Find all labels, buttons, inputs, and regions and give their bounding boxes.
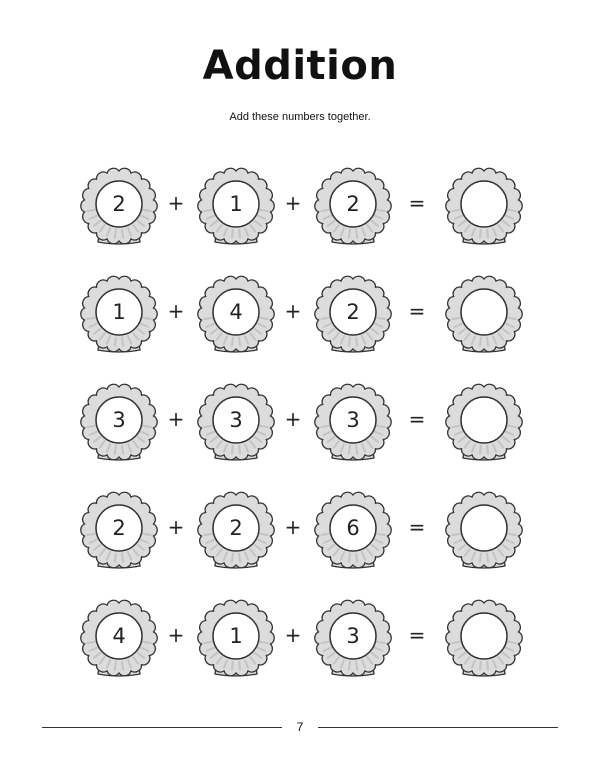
addend-shell-2 — [195, 274, 277, 356]
addend-shell-2 — [195, 598, 277, 680]
addend-shell-2 — [195, 382, 277, 464]
problem-row — [0, 166, 600, 248]
page-number: 7 — [296, 720, 304, 734]
addend-shell-3 — [312, 382, 394, 464]
addend-shell-3-value: 6 — [346, 516, 360, 540]
page-title: Addition — [202, 43, 398, 89]
addend-shell-2 — [195, 166, 277, 248]
equals-sign: = — [408, 623, 426, 647]
footer-divider-right — [318, 727, 558, 728]
addend-shell-3 — [312, 274, 394, 356]
answer-shell[interactable] — [443, 382, 525, 464]
plus-sign: + — [167, 515, 185, 539]
addend-shell-1-value: 2 — [112, 192, 126, 216]
plus-sign: + — [284, 299, 302, 323]
addend-shell-1-value: 1 — [112, 300, 126, 324]
addend-shell-1-value: 2 — [112, 516, 126, 540]
equals-sign: = — [408, 191, 426, 215]
equals-sign: = — [408, 407, 426, 431]
problem-row — [0, 382, 600, 464]
problem-row — [0, 598, 600, 680]
addend-shell-3-value: 2 — [346, 192, 360, 216]
answer-shell-value — [443, 290, 525, 334]
problem-row — [0, 274, 600, 356]
plus-sign: + — [167, 407, 185, 431]
answer-shell[interactable] — [443, 274, 525, 356]
footer-divider-left — [42, 727, 282, 728]
answer-shell-value — [443, 506, 525, 550]
answer-shell[interactable] — [443, 490, 525, 572]
addend-shell-2 — [195, 490, 277, 572]
addend-shell-1 — [78, 166, 160, 248]
addend-shell-2-value: 3 — [229, 408, 243, 432]
answer-shell[interactable] — [443, 598, 525, 680]
plus-sign: + — [167, 623, 185, 647]
answer-shell[interactable] — [443, 166, 525, 248]
addend-shell-3-value: 2 — [346, 300, 360, 324]
addend-shell-3-value: 3 — [346, 624, 360, 648]
answer-shell-value — [443, 614, 525, 658]
addend-shell-1 — [78, 490, 160, 572]
addend-shell-1 — [78, 382, 160, 464]
plus-sign: + — [167, 299, 185, 323]
equals-sign: = — [408, 299, 426, 323]
addend-shell-2-value: 1 — [229, 624, 243, 648]
addend-shell-3 — [312, 166, 394, 248]
problem-row — [0, 490, 600, 572]
addend-shell-3-value: 3 — [346, 408, 360, 432]
plus-sign: + — [284, 407, 302, 431]
addend-shell-1-value: 4 — [112, 624, 126, 648]
plus-sign: + — [284, 515, 302, 539]
addend-shell-3 — [312, 598, 394, 680]
addend-shell-3 — [312, 490, 394, 572]
addend-shell-1 — [78, 598, 160, 680]
addend-shell-1-value: 3 — [112, 408, 126, 432]
addend-shell-2-value: 1 — [229, 192, 243, 216]
equals-sign: = — [408, 515, 426, 539]
plus-sign: + — [284, 191, 302, 215]
instruction-text: Add these numbers together. — [229, 111, 371, 123]
plus-sign: + — [284, 623, 302, 647]
addend-shell-2-value: 2 — [229, 516, 243, 540]
addend-shell-1 — [78, 274, 160, 356]
answer-shell-value — [443, 182, 525, 226]
plus-sign: + — [167, 191, 185, 215]
addend-shell-2-value: 4 — [229, 300, 243, 324]
answer-shell-value — [443, 398, 525, 442]
